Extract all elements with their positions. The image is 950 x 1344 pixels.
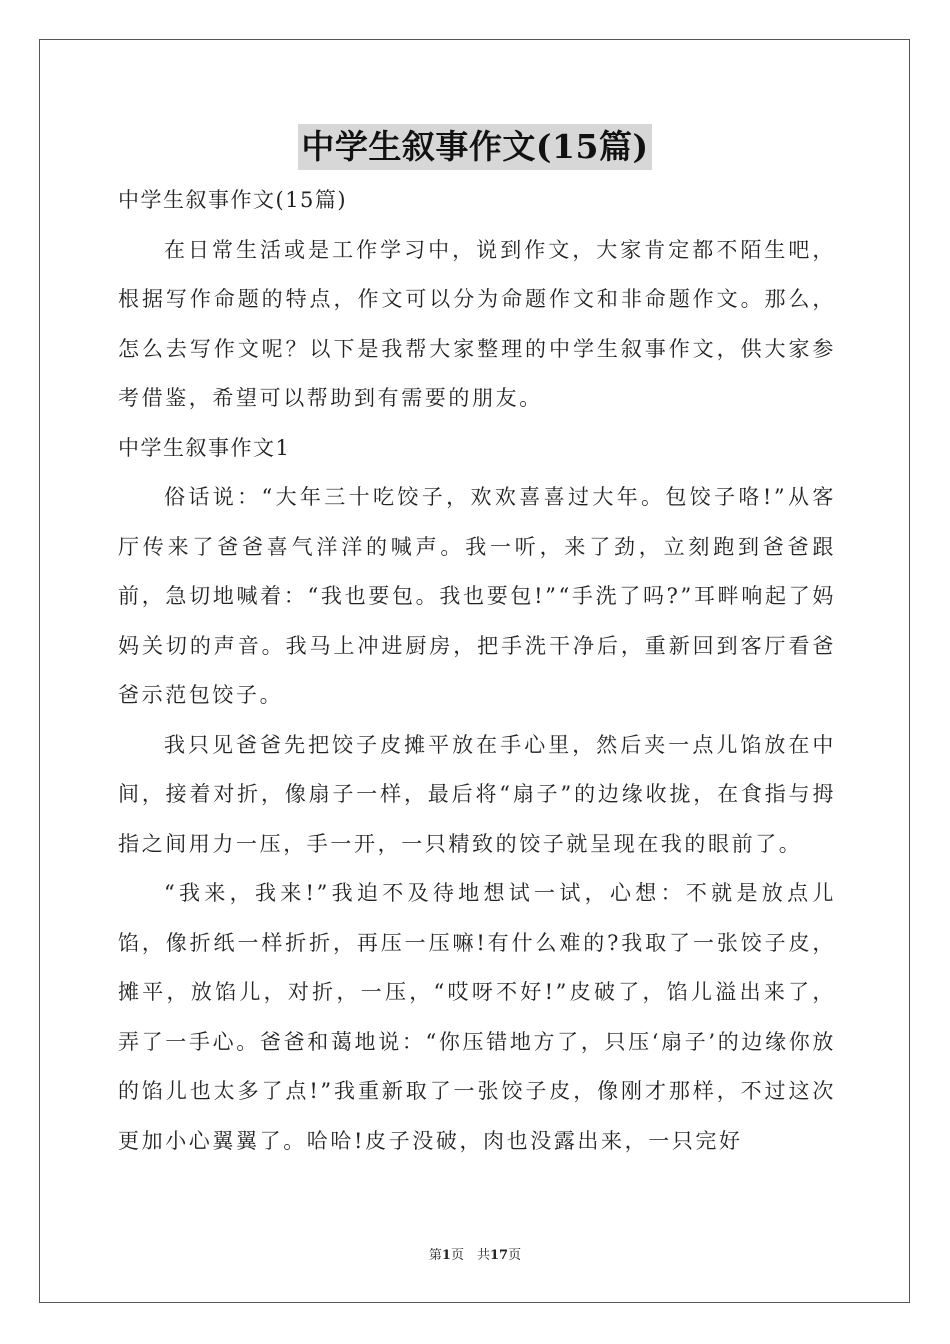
footer-page-suffix: 页 (508, 1248, 522, 1263)
title-container (0, 124, 950, 170)
body-paragraph-3: “我来，我来!”我迫不及待地想试一试，心想：不就是放点儿馅，像折纸一样折折，再压一压嘛!有什么难的?我取了一张饺子皮，摊平，放馅儿，对折，一压，“哎呀不好!”皮破了，馅儿溢出来了，弄了一手心。爸爸和蔼地说：“你压错地方了，只压‘扇子’的边缘你放的馅儿也太多了点!”我重新取了一张饺子皮，像刚才那样，不过这次更加小心翼翼了。哈哈!皮子没破，肉也没露出来，一只完好 (118, 881, 836, 1153)
document-title: 中学生叙事作文(15篇) (298, 124, 651, 170)
intro-paragraph: 在日常生活或是工作学习中，说到作文，大家肯定都不陌生吧，根据写作命题的特点，作文可以分为命题作文和非命题作文。那么，怎么去写作文呢？以下是我帮大家整理的中学生叙事作文，供大家参考借鉴，希望可以帮助到有需要的朋友。 (118, 237, 836, 410)
footer-current-page: 1 (441, 1248, 451, 1263)
document-body (118, 176, 836, 1166)
body-paragraph-2: 我只见爸爸先把饺子皮摊平放在手心里，然后夹一点儿馅放在中间，接着对折，像扇子一样，最后将“扇子”的边缘收拢，在食指与拇指之间用力一压，手一开，一只精致的饺子就呈现在我的眼前了。 (118, 732, 836, 856)
footer-page-prefix: 第 (428, 1248, 442, 1263)
section-heading: 中学生叙事作文1 (118, 435, 291, 460)
subtitle: 中学生叙事作文(15篇) (118, 188, 348, 212)
footer-page-mid: 页 共 (450, 1248, 490, 1263)
body-paragraph-1: 俗话说：“大年三十吃饺子，欢欢喜喜过大年。包饺子咯!”从客厅传来了爸爸喜气洋洋的喊声。我一听，来了劲，立刻跑到爸爸跟前，急切地喊着：“我也要包。我也要包!”“手洗了吗?”耳畔响起了妈妈关切的声音。我马上冲进厨房，把手洗干净后，重新回到客厅看爸爸示范包饺子。 (118, 485, 836, 707)
page-footer (0, 1244, 950, 1263)
footer-total-pages: 17 (489, 1248, 509, 1263)
